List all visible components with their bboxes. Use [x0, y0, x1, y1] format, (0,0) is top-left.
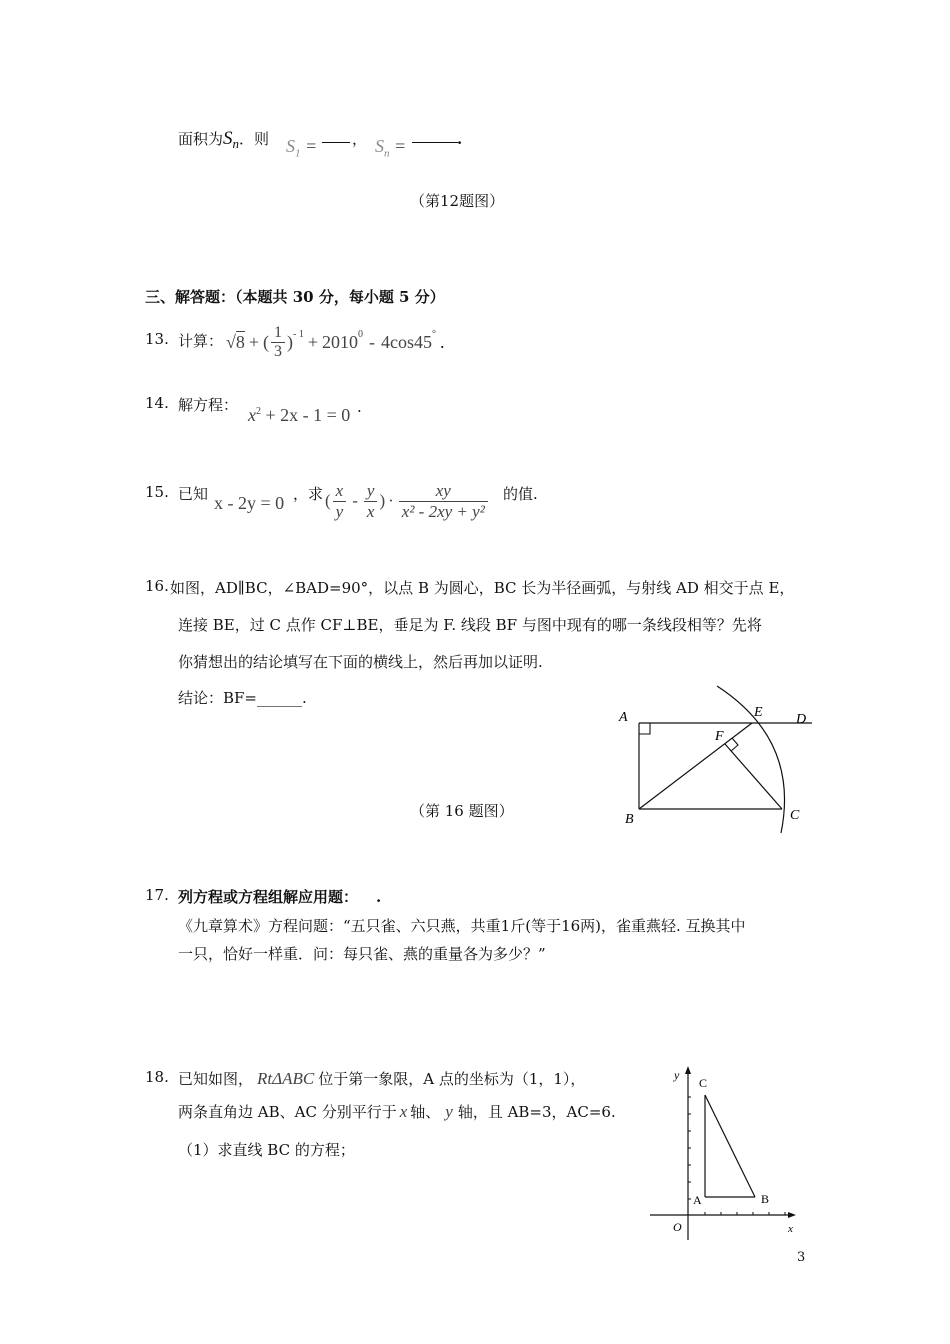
q15-ask: ，求 — [293, 485, 324, 503]
fraction-numerator: 1 — [271, 324, 285, 343]
y-axis-arrow — [685, 1066, 691, 1074]
label-x-axis: x — [788, 1223, 793, 1235]
sn-eq: = — [394, 136, 407, 156]
q15-left-paren: ( — [325, 491, 331, 510]
q14-x: x — [248, 405, 256, 425]
q12-prefix: 面积为 — [178, 130, 224, 148]
q17-line2: 一只，恰好一样重．问：每只雀、燕的重量各为多少？” — [178, 945, 546, 963]
sqrt-sign: √ — [226, 331, 236, 352]
page-number: 3 — [797, 1250, 806, 1265]
s1-symbol: S — [286, 136, 295, 156]
q17-number: 17. — [145, 886, 169, 904]
frac1-numerator: x — [333, 481, 347, 502]
frac3-numerator: xy — [399, 481, 488, 502]
q18-figure — [640, 1060, 810, 1250]
label-a: A — [619, 710, 628, 725]
q12-period: . — [457, 130, 463, 148]
q18-axis-word1: 轴、 — [410, 1103, 441, 1121]
segment-cf — [725, 744, 782, 809]
q18-x-axis: x — [399, 1102, 408, 1121]
q17-dot: . — [376, 888, 382, 906]
frac1-denominator: y — [335, 501, 344, 521]
label-a-point: A — [693, 1193, 702, 1207]
q15-label: 已知 — [178, 485, 209, 503]
q15-tail: 的值. — [503, 485, 538, 503]
q17-title: 列方程或方程组解应用题： — [178, 888, 359, 906]
label-b: B — [625, 812, 634, 827]
one-third-fraction — [271, 324, 285, 361]
s1-expression — [286, 136, 317, 160]
q15-dot: · — [388, 491, 394, 510]
sn-answer-blank[interactable] — [412, 128, 458, 143]
right-angle-mark-a — [639, 723, 650, 734]
q15-right-paren: ) — [379, 491, 386, 510]
label-b-point: B — [761, 1192, 770, 1206]
year-term: 2010 — [322, 331, 359, 352]
q16-number: 16. — [145, 577, 169, 595]
label-c-point: C — [699, 1076, 708, 1090]
q16-conclusion[interactable]: 结论：BF=______. — [178, 689, 307, 707]
minus-sign: - — [369, 331, 376, 352]
label-d: D — [796, 712, 807, 727]
label-origin: O — [673, 1220, 682, 1234]
frac2-numerator: y — [364, 481, 378, 502]
s1-eq: = — [305, 136, 318, 156]
q17-line1: 《九章算术》方程问题：“五只雀、六只燕，共重1斤(等于16两)，雀重燕轻. 互换其中 — [178, 917, 746, 935]
q18-line2-rest: 轴，且 AB=3，AC=6. — [457, 1103, 616, 1121]
right-paren: ) — [287, 331, 294, 352]
sn-symbol: S — [223, 128, 233, 149]
s1-answer-blank[interactable] — [322, 128, 350, 143]
q18-y-axis: y — [445, 1102, 453, 1121]
q14-equation — [248, 405, 350, 426]
q16-line1: 如图，AD∥BC，∠BAD=90°，以点 B 为圆心，BC 长为半径画弧，与射线 AD 相交于点 E， — [170, 579, 795, 597]
y-over-x-fraction — [364, 481, 378, 522]
q12-comma: ， — [352, 130, 368, 148]
q16-line2: 连接 BE，过 C 点作 CF⊥BE，垂足为 F. 线段 BF 与图中现有的哪一条线段相等？先将 — [178, 616, 762, 634]
fraction-denominator: 3 — [274, 342, 283, 360]
segment-be — [639, 723, 752, 809]
q18-sub1: （1）求直线 BC 的方程； — [178, 1141, 355, 1159]
q16-line3: 你猜想出的结论填写在下面的横线上，然后再加以证明. — [178, 653, 543, 671]
q16-caption: （第 16 题图） — [410, 802, 514, 820]
q15-minus: - — [352, 491, 358, 510]
label-c: C — [790, 808, 800, 823]
side-bc — [705, 1095, 755, 1197]
label-y-axis: y — [674, 1068, 680, 1082]
x-over-y-fraction — [333, 481, 347, 522]
q18-line2-text: 两条直角边 AB、AC 分别平行于 — [178, 1103, 397, 1121]
q13-expression — [226, 320, 445, 364]
q18-line2 — [178, 1101, 616, 1122]
q18-number: 18. — [145, 1068, 169, 1086]
q15-number: 15. — [145, 483, 169, 501]
xy-fraction — [399, 481, 488, 522]
degree-symbol: ° — [432, 328, 437, 340]
q13-number: 13. — [145, 330, 169, 348]
negative-exponent: - 1 — [293, 328, 304, 340]
sqrt-arg: 8 — [235, 332, 245, 352]
q16-figure — [600, 680, 830, 840]
q12-then: ．则 — [239, 130, 270, 148]
q18-line1 — [178, 1068, 585, 1089]
label-f: F — [715, 729, 724, 744]
sn-expression — [375, 136, 406, 160]
plus-sign: + — [248, 331, 260, 352]
plus-sign-2: + — [307, 331, 319, 352]
q18-triangle: RtΔABC — [257, 1069, 315, 1088]
frac2-denominator: x — [366, 501, 375, 521]
q14-square: 2 — [256, 406, 261, 417]
q14-rest: + 2x - 1 = 0 — [265, 405, 351, 425]
q15-condition: x - 2y = 0 — [214, 493, 285, 513]
q18-pre: 已知如图， — [178, 1070, 254, 1088]
q13-label: 计算： — [178, 332, 224, 350]
x-axis-arrow — [788, 1212, 796, 1218]
label-e: E — [754, 705, 763, 720]
q12-tail-line — [178, 128, 269, 152]
cos-term: 4cos45 — [381, 331, 433, 352]
q13-end: . — [440, 331, 445, 352]
zero-exponent: 0 — [358, 328, 364, 340]
section3-title: 三、解答题：（本题共 30 分，每小题 5 分） — [145, 288, 445, 306]
q14-end: . — [357, 398, 362, 416]
q14-number: 14. — [145, 394, 169, 412]
sn-subscript: n — [232, 136, 240, 151]
s1-subscript: 1 — [295, 147, 301, 160]
q18-line1-rest: 位于第一象限，A 点的坐标为（1，1）， — [318, 1070, 586, 1088]
q14-label: 解方程： — [178, 396, 239, 414]
sn2-subscript: n — [384, 147, 390, 160]
q12-caption: （第12题图） — [410, 192, 505, 210]
frac3-denominator: x² - 2xy + y² — [401, 501, 485, 521]
arc-centered-b — [717, 686, 785, 833]
right-angle-mark-f — [731, 738, 738, 751]
sn2-symbol: S — [375, 136, 384, 156]
left-paren: ( — [263, 331, 270, 352]
q15-expression — [325, 476, 490, 526]
